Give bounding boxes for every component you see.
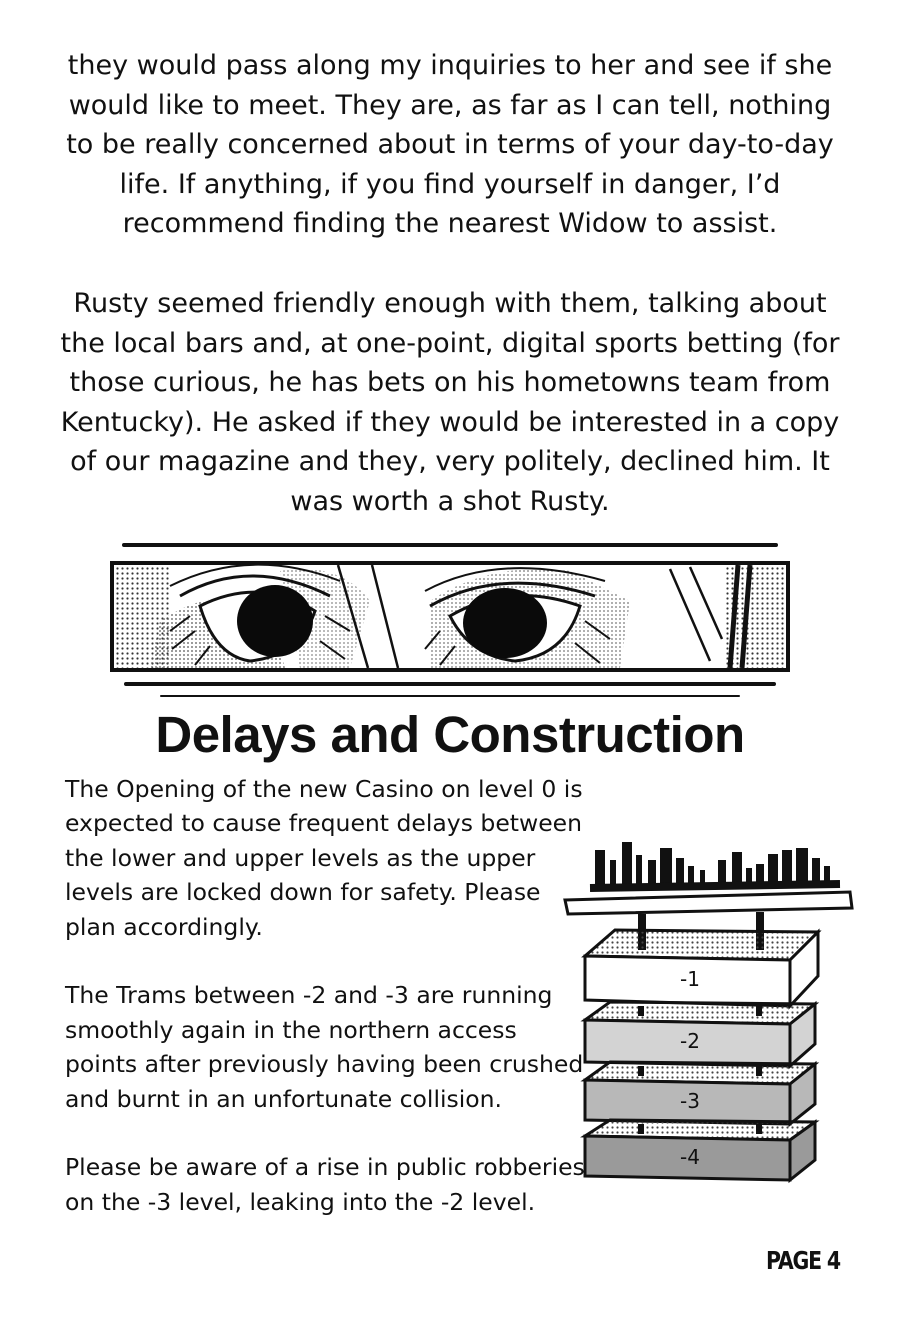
intro-paragraph: Rusty seemed friendly enough with them, talking about the local bars and, at one-point, digital sports betting (for those curious, he has bets on his hometowns team from Kentucky). He asked if they would be interested in a copy of our magazine and they, very politely, declined him. It was worth a shot Rusty. <box>60 287 840 517</box>
level-block <box>585 1002 815 1066</box>
divider-top <box>122 543 778 547</box>
level-label: -1 <box>680 967 700 991</box>
level-block <box>585 1120 815 1180</box>
page-number: PAGE 4 <box>766 1246 840 1275</box>
city-levels-illustration <box>560 830 860 1190</box>
intro-text <box>60 46 840 562</box>
level-label: -4 <box>680 1145 700 1169</box>
section-heading: Delays and Construction <box>155 706 745 763</box>
section-paragraph: Please be aware of a rise in public robberies on the -3 level, leaking into the -2 level. <box>65 1153 585 1216</box>
section-body <box>65 772 585 1254</box>
intro-paragraph: they would pass along my inquiries to her and see if she would like to meet. They are, as far as I can tell, nothing to be really concerned about in terms of your day-to-day life. If anything, if you find yourself in danger, I’d recommend finding the nearest Widow to assist. <box>66 50 834 240</box>
level-label: -2 <box>680 1029 700 1053</box>
section-paragraph: The Opening of the new Casino on level 0 is expected to cause frequent delays between the lower and upper levels as the upper levels are locked down for safety. Please plan accordingly. <box>65 775 583 941</box>
level-block <box>585 930 818 1006</box>
eyes-comic-panel <box>110 561 790 672</box>
divider-bottom-1 <box>124 682 776 686</box>
level-label: -3 <box>680 1089 700 1113</box>
section-paragraph: The Trams between -2 and -3 are running smoothly again in the northern access points after previously having been crushed and burnt in an unfortunate collision. <box>65 981 584 1113</box>
level-block <box>585 1062 815 1124</box>
divider-bottom-2 <box>160 695 740 697</box>
